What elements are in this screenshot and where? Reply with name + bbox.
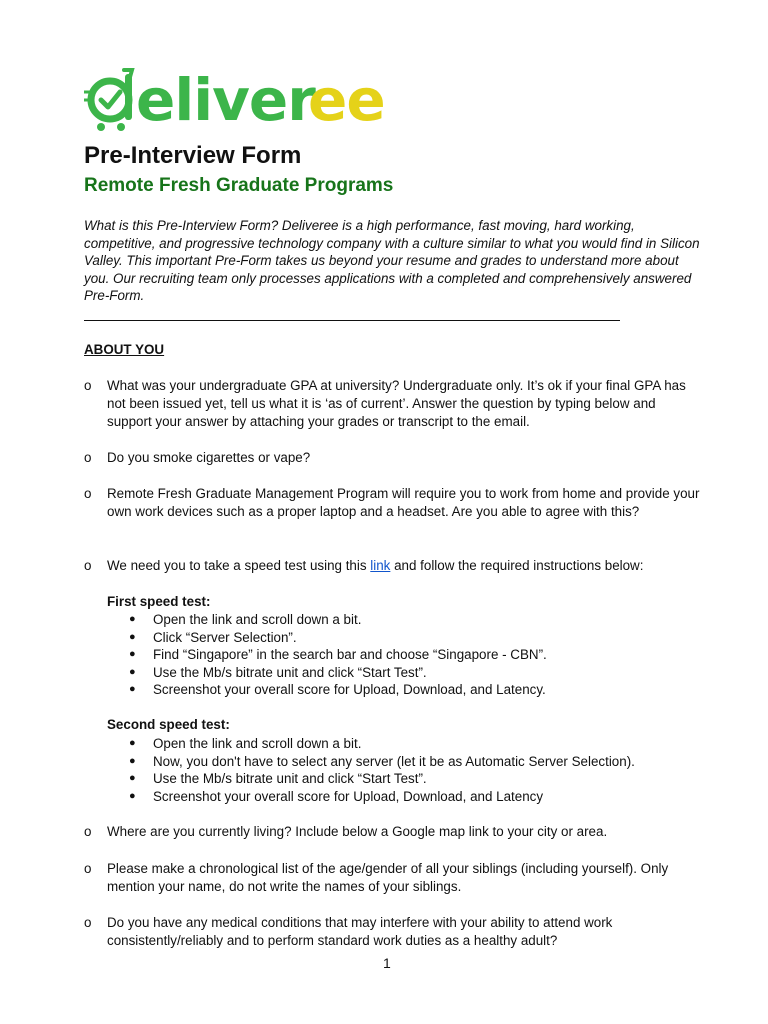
- bullet-dot: ●: [129, 630, 136, 643]
- second-test-list: [107, 735, 707, 805]
- bullet-marker: o: [84, 450, 92, 465]
- page-title: Pre-Interview Form: [84, 142, 302, 169]
- speed-test-link[interactable]: link: [370, 558, 391, 573]
- bullet-marker: o: [84, 558, 92, 573]
- bullet-dot: ●: [129, 772, 136, 785]
- question-text: What was your undergraduate GPA at university? Undergraduate only. It’s ok if your final GPA has not been issued yet, tell us what it is ‘as of current’. Answer the question by typing below and support your answer by attaching your grades or transcript to the email.: [107, 378, 686, 429]
- list-item: ● Use the Mb/s bitrate unit and click “Start Test”.: [129, 771, 427, 787]
- intro-paragraph: What is this Pre-Interview Form? Deliveree is a high performance, fast moving, hard working, competitive, and progressive technology company with a culture similar to what you would find in Silicon Valley. This important Pre-Form takes us beyond your resume and grades to understand more about you. Our recruiting team only processes applications with a completed and comprehensively answered Pre-Form.: [84, 218, 700, 304]
- bullet-dot: ●: [129, 754, 136, 767]
- list-item: ● Open the link and scroll down a bit.: [129, 736, 362, 751]
- list-item: ● Click “Server Selection”.: [129, 629, 297, 645]
- question-text: Remote Fresh Graduate Management Program will require you to work from home and provide your own work devices such as a proper laptop and a headset. Are you able to agree with this?: [107, 486, 700, 519]
- bullet-marker: o: [84, 486, 92, 501]
- logo-wordmark-main: eliver: [136, 66, 315, 134]
- question-text: [107, 557, 702, 575]
- question-text: Please make a chronological list of the age/gender of all your siblings (including yourself). Only mention your name, do not write the names of your siblings.: [107, 861, 669, 894]
- list-item: ● Use the Mb/s bitrate unit and click “Start Test”.: [129, 664, 427, 680]
- list-item: ● Find “Singapore” in the search bar and choose “Singapore - CBN”.: [129, 647, 547, 663]
- bullet-dot: ●: [129, 789, 136, 802]
- first-test-heading: First speed test:: [107, 594, 211, 609]
- list-item: ● Screenshot your overall score for Upload, Download, and Latency: [129, 788, 544, 804]
- bullet-marker: o: [84, 861, 92, 876]
- bullet-dot: ●: [129, 665, 136, 678]
- bullet-dot: ●: [129, 683, 136, 696]
- list-item: ● Screenshot your overall score for Upload, Download, and Latency.: [129, 682, 546, 698]
- bullet-marker: o: [84, 824, 92, 839]
- question-text: Do you have any medical conditions that may interfere with your ability to attend work consistently/reliably and to perform standard work duties as a healthy adult?: [107, 915, 613, 948]
- logo-wordmark-accent: ee: [308, 66, 385, 134]
- bullet-marker: o: [84, 378, 92, 393]
- first-test-list: [107, 611, 707, 699]
- horizontal-rule: [84, 320, 620, 321]
- bullet-dot: ●: [129, 613, 136, 625]
- list-item: ● Open the link and scroll down a bit.: [129, 612, 362, 627]
- question-text: Where are you currently living? Include below a Google map link to your city or area.: [107, 824, 608, 839]
- speed-text-after: and follow the required instructions below:: [390, 558, 644, 573]
- bullet-dot: ●: [129, 737, 136, 749]
- page-number: 1: [383, 955, 391, 971]
- section-heading: ABOUT YOU: [84, 342, 165, 357]
- cart-checkmark-icon: [84, 64, 394, 134]
- list-item: ● Now, you don't have to select any server (let it be as Automatic Server Selection).: [129, 753, 635, 769]
- bullet-marker: o: [84, 915, 92, 930]
- second-test-heading: Second speed test:: [107, 717, 230, 732]
- speed-text-before: We need you to take a speed test using this: [107, 558, 371, 573]
- page-subtitle: Remote Fresh Graduate Programs: [84, 175, 394, 196]
- bullet-dot: ●: [129, 648, 136, 661]
- deliveree-logo: [84, 64, 394, 134]
- question-text: Do you smoke cigarettes or vape?: [107, 450, 311, 465]
